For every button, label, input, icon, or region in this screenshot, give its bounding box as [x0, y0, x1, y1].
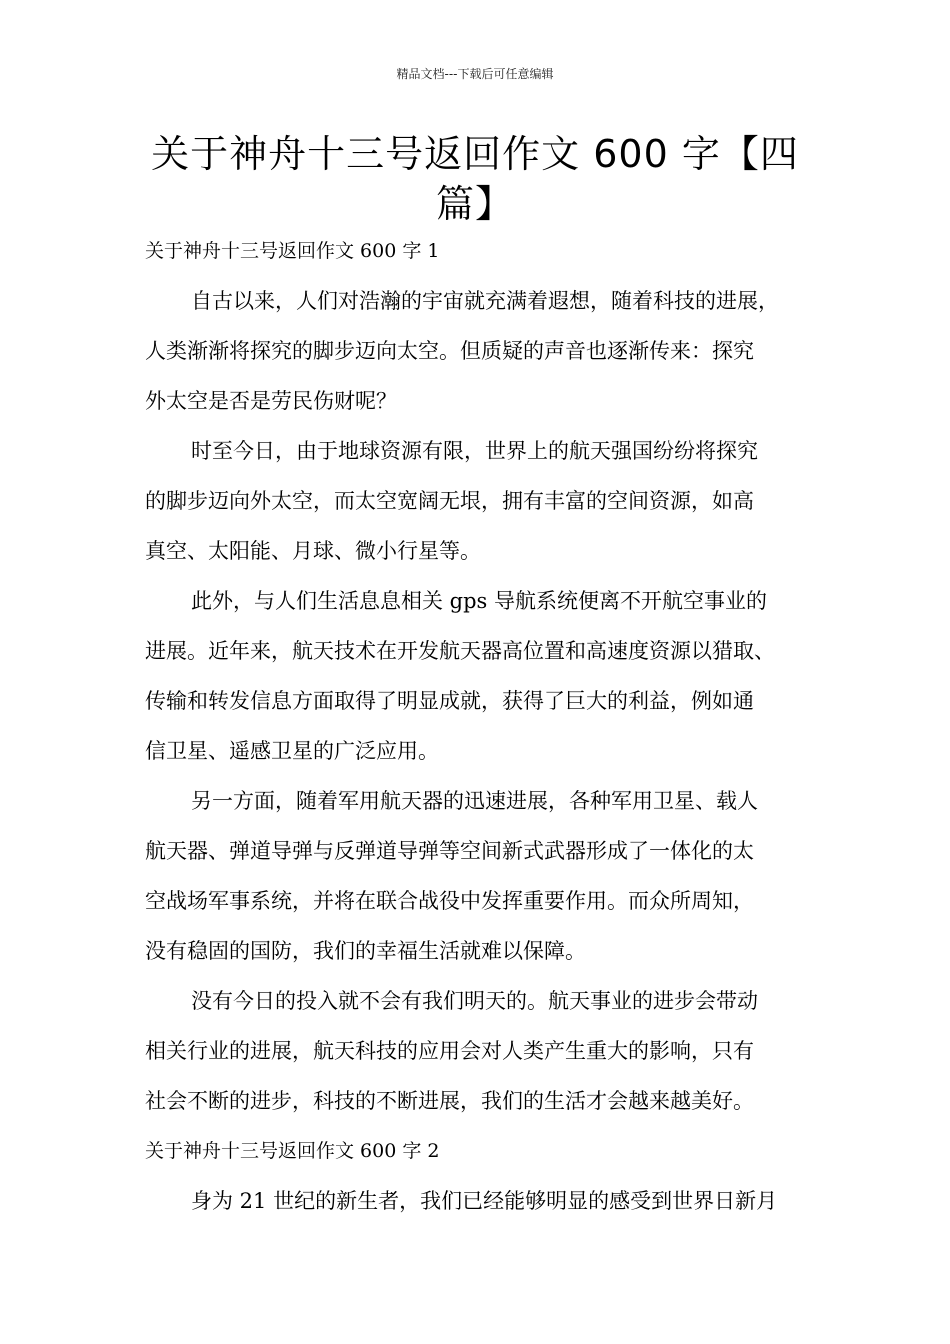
- text-line: 时至今日，由于地球资源有限，世界上的航天强国纷纷将探究: [191, 439, 758, 463]
- text-line: 相关行业的进展，航天科技的应用会对人类产生重大的影响，只有: [145, 1039, 754, 1063]
- text-line: 社会不断的进步，科技的不断进展，我们的生活才会越来越美好。: [145, 1089, 754, 1113]
- section-heading-1: 关于神舟十三号返回作文 600 字 1: [145, 240, 440, 262]
- title-line-2: 篇】: [435, 182, 514, 226]
- paragraph-5: [145, 976, 825, 1126]
- text-line: 没有稳固的国防，我们的幸福生活就难以保障。: [145, 939, 586, 963]
- text-line: 真空、太阳能、月球、微小行星等。: [145, 539, 481, 563]
- header-note: 精品文档---下载后可任意编辑: [396, 67, 554, 81]
- paragraph-1: [145, 276, 825, 426]
- text-line: 空战场军事系统，并将在联合战役中发挥重要作用。而众所周知，: [145, 889, 754, 913]
- text-line: 此外，与人们生活息息相关 gps 导航系统便离不开航空事业的: [191, 589, 768, 613]
- text-line: 自古以来，人们对浩瀚的宇宙就充满着遐想，随着科技的进展，: [191, 289, 779, 313]
- paragraph-6: [145, 1176, 825, 1226]
- title-line-1: 关于神舟十三号返回作文 600 字【四: [151, 132, 799, 176]
- text-line: 身为 21 世纪的新生者，我们已经能够明显的感受到世界日新月: [191, 1189, 778, 1213]
- text-line: 另一方面，随着军用航天器的迅速进展，各种军用卫星、载人: [191, 789, 758, 813]
- text-line: 人类渐渐将探究的脚步迈向太空。但质疑的声音也逐渐传来：探究: [145, 339, 754, 363]
- paragraph-3: [145, 576, 825, 776]
- paragraph-4: [145, 776, 825, 976]
- text-line: 传输和转发信息方面取得了明显成就，获得了巨大的利益，例如通: [145, 689, 754, 713]
- text-line: 航天器、弹道导弹与反弹道导弹等空间新式武器形成了一体化的太: [145, 839, 754, 863]
- text-line: 没有今日的投入就不会有我们明天的。航天事业的进步会带动: [191, 989, 758, 1013]
- paragraph-2: [145, 426, 825, 576]
- document-body: [145, 226, 825, 1226]
- document-title: [145, 128, 805, 228]
- text-line: 外太空是否是劳民伤财呢？: [145, 389, 397, 413]
- section-heading-2: 关于神舟十三号返回作文 600 字 2: [145, 1140, 440, 1162]
- text-line: 信卫星、遥感卫星的广泛应用。: [145, 739, 439, 763]
- text-line: 的脚步迈向外太空，而太空宽阔无垠，拥有丰富的空间资源，如高: [145, 489, 754, 513]
- text-line: 进展。近年来，航天技术在开发航天器高位置和高速度资源以猎取、: [145, 639, 775, 663]
